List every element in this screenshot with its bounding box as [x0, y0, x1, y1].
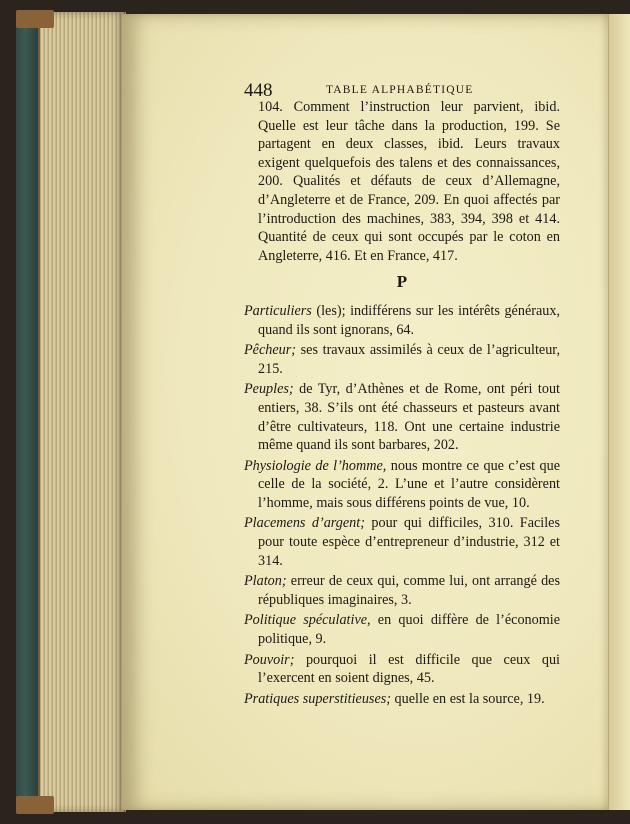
- entry-term: Pêcheur;: [244, 342, 296, 359]
- entry-term: Placemens d’argent;: [244, 515, 365, 532]
- section-letter: P: [396, 272, 408, 292]
- cover-corner-bottom: [16, 796, 54, 814]
- entry-term: Particuliers: [244, 302, 312, 319]
- cover-board: [16, 12, 40, 812]
- index-entry: [244, 341, 560, 378]
- entry-term: Pratiques superstitieuses;: [244, 690, 391, 707]
- entry-text: quelle en est la source, 19.: [391, 690, 545, 707]
- index-entry: [244, 651, 560, 688]
- index-entry: [244, 302, 560, 339]
- index-entry: [244, 457, 560, 513]
- running-title: TABLE ALPHABÉTIQUE: [326, 84, 474, 96]
- page-number: 448: [244, 80, 273, 101]
- index-entry: [244, 690, 560, 709]
- index-entry: [244, 380, 560, 454]
- entry-text: (les); indifférens sur les intérêts généraux, quand ils sont ignorans, 64.: [258, 302, 560, 338]
- cover-corner-top: [16, 10, 54, 28]
- entry-text: pourquoi il est difficile que ceux qui l’exercent en soient dignes, 45.: [258, 651, 560, 687]
- index-entry: [244, 572, 560, 609]
- index-body: [244, 98, 560, 708]
- index-entry: [244, 514, 560, 570]
- entry-text: pour qui difficiles, 310. Faciles pour toute espèce d’entrepreneur d’industrie, 312 et 314.: [258, 515, 560, 569]
- continued-entry: 104. Comment l’instruction leur parvient, ibid. Quelle est leur tâche dans la production, 199. Se partagent en deux classes, ibid. Leurs travaux exigent quelquefois des talens et des connaissances, 200. Qualités et défauts de ceux d’Allemagne, d’Angleterre et de France, 209. En quoi affectés par l’introduction des machines, 383, 394, 398 et 414. Quantité de ceux qui sont occupés par le coton en Angleterre, 416. Et en France, 417.: [258, 99, 560, 264]
- index-entry: [244, 611, 560, 648]
- entry-term: Physiologie de l’homme,: [244, 457, 387, 474]
- entry-term: Platon;: [244, 573, 287, 590]
- entry-text: nous montre ce que c’est que celle de la société, 2. L’une et l’autre considèrent l’homme, mais sous différens points de vue, 10.: [258, 457, 560, 511]
- entry-term: Peuples;: [244, 381, 294, 398]
- entry-text: erreur de ceux qui, comme lui, ont arrangé des républiques imaginaires, 3.: [258, 573, 560, 608]
- entry-text: en quoi diffère de l’économie politique, 9.: [258, 612, 561, 648]
- entry-term: Politique spéculative,: [244, 612, 371, 629]
- entry-text: de Tyr, d’Athènes et de Rome, ont péri tout entiers, 38. S’ils ont été chasseurs et pasteurs avant d’être cultivateurs, 118. Ont une certaine industrie même quand ils sont barbares, 202.: [258, 381, 560, 454]
- facing-page-edge: [608, 14, 630, 810]
- entry-term: Pouvoir;: [244, 651, 295, 668]
- entry-text: ses travaux assimilés à ceux de l’agriculteur, 215.: [258, 342, 560, 377]
